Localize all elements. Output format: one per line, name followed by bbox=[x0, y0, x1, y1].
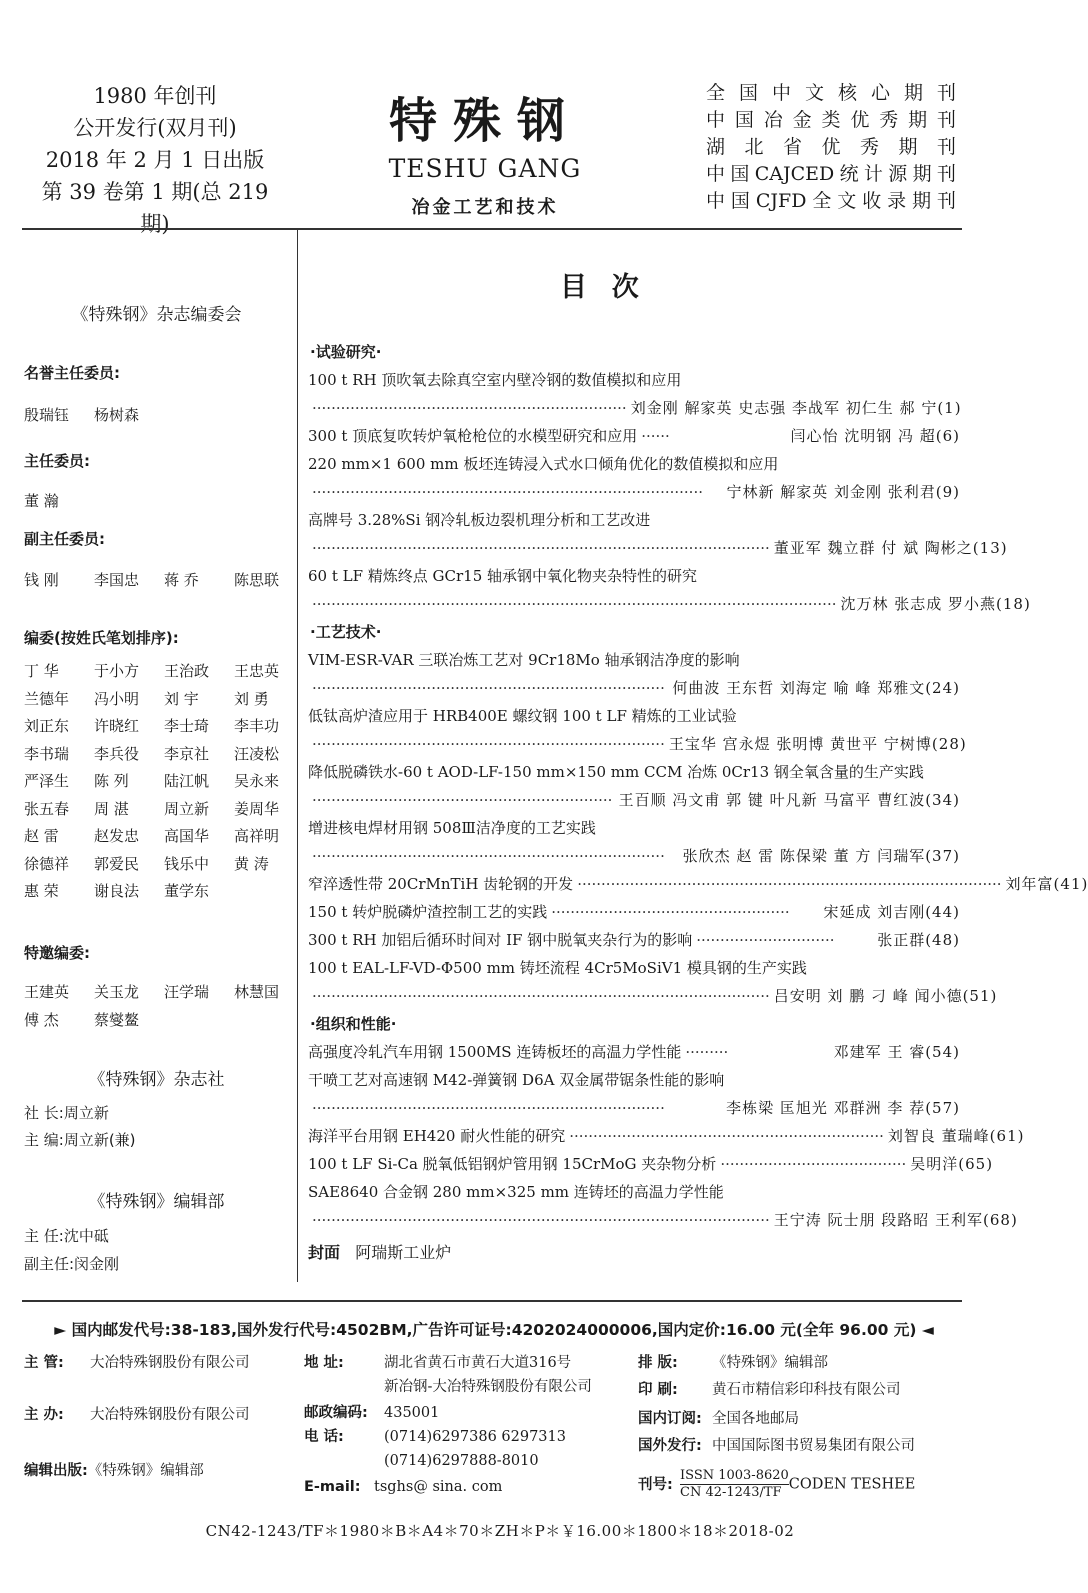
toc-entry bbox=[308, 898, 960, 926]
domestic-label: 国内订阅: bbox=[638, 1411, 702, 1427]
toc-entry-title bbox=[308, 366, 960, 394]
article-title: 窄淬透性带 20CrMnTiH 齿轮钢的开发 bbox=[308, 875, 574, 893]
person-name: 蔡燮鳌 bbox=[94, 1010, 140, 1029]
foreign-value: 中国国际图书贸易集团有限公司 bbox=[712, 1438, 915, 1454]
article-title: 150 t 转炉脱磷炉渣控制工艺的实践 bbox=[308, 903, 548, 921]
toc-entry bbox=[308, 1038, 960, 1066]
arrow-left-icon: ◄ bbox=[921, 1321, 934, 1339]
person-name: 周 湛 bbox=[94, 799, 129, 818]
toc-title: 目 次 bbox=[560, 272, 641, 303]
dot-leader: ························································································· bbox=[577, 875, 1002, 893]
toc-entry-title bbox=[308, 702, 960, 730]
dot-leader: ·················································· bbox=[551, 903, 790, 921]
society-title: 《特殊钢》杂志社 bbox=[88, 1070, 225, 1090]
person-name: 蒋 乔 bbox=[164, 571, 199, 589]
toc-entry-authors bbox=[308, 674, 960, 702]
person-name: 李士琦 bbox=[164, 717, 210, 735]
masthead-subtitle: 冶金工艺和技术 bbox=[411, 197, 559, 218]
person-name: 李兵役 bbox=[94, 744, 140, 763]
person-name: 丁 华 bbox=[24, 662, 59, 680]
arrow-right-icon: ► bbox=[54, 1321, 67, 1339]
article-title: 高强度冷轧汽车用钢 1500MS 连铸板坯的高温力学性能 bbox=[308, 1043, 682, 1061]
dept-title: 《特殊钢》编辑部 bbox=[88, 1192, 225, 1212]
foreign-label: 国外发行: bbox=[638, 1438, 702, 1454]
person-name: 吴永来 bbox=[234, 772, 280, 790]
person-name: 董 瀚 bbox=[24, 492, 59, 510]
person-name: 徐德祥 bbox=[24, 854, 70, 873]
person-name: 高祥明 bbox=[234, 827, 280, 845]
article-authors: 沈万林 张志成 罗小燕(18) bbox=[840, 595, 1031, 613]
sponsor-label: 主 办: bbox=[24, 1407, 64, 1423]
dot-leader: ·················································································· bbox=[312, 483, 703, 501]
supervisor-value: 大冶特殊钢股份有限公司 bbox=[90, 1355, 250, 1371]
article-authors: 张正群(48) bbox=[877, 931, 960, 949]
banner-text: 国内邮发代号:38-183,国外发行代号:4502BM,广告许可证号:4202024000006,国内定价:16.00 元(全年 96.00 元) bbox=[71, 1321, 917, 1339]
section-label: ·工艺技术· bbox=[310, 623, 382, 641]
dept-vice: 副主任:闵金刚 bbox=[24, 1255, 120, 1273]
person-name: 惠 荣 bbox=[24, 882, 59, 900]
sponsor-value: 大冶特殊钢股份有限公司 bbox=[90, 1407, 250, 1423]
article-authors: 宁林新 解家英 刘金刚 张利君(9) bbox=[726, 483, 960, 501]
phone-label: 电 话: bbox=[304, 1429, 344, 1445]
vice-chair-heading: 副主任委员: bbox=[24, 530, 105, 548]
person-name: 傅 杰 bbox=[24, 1010, 59, 1029]
person-name: 汪学瑞 bbox=[164, 983, 210, 1001]
toc-entry bbox=[308, 870, 1088, 898]
honorary-names bbox=[24, 402, 289, 430]
dot-leader: ·············································································································· bbox=[312, 595, 837, 613]
person-name: 汪凌松 bbox=[234, 744, 280, 763]
person-name: 周立新 bbox=[164, 799, 210, 818]
publisher-value: 《特殊钢》编辑部 bbox=[87, 1463, 204, 1479]
person-name: 谢良法 bbox=[94, 882, 140, 900]
masthead-title: 特殊钢 bbox=[388, 93, 581, 149]
publisher-label: 编辑出版: bbox=[24, 1463, 88, 1479]
person-name: 董学东 bbox=[164, 882, 210, 900]
email-value: tsghs@ sina. com bbox=[374, 1479, 503, 1495]
person-name: 冯小明 bbox=[94, 689, 140, 708]
invited-heading: 特邀编委: bbox=[24, 944, 90, 962]
person-name: 兰德年 bbox=[24, 689, 70, 708]
person-name: 于小方 bbox=[94, 662, 140, 680]
issue-info bbox=[40, 80, 270, 240]
dot-leader: ······ bbox=[641, 427, 670, 445]
section-label: ·组织和性能· bbox=[310, 1015, 397, 1033]
footer-col-2 bbox=[304, 1351, 634, 1499]
article-authors: 邓建军 王 睿(54) bbox=[833, 1043, 960, 1061]
person-name: 李书瑞 bbox=[24, 744, 70, 763]
person-name: 陈 列 bbox=[94, 772, 129, 790]
phone-value-2: (0714)6297888-8010 bbox=[384, 1453, 539, 1469]
honor-item: 全国中文核心期刊 bbox=[706, 82, 956, 104]
article-title: 低钛高炉渣应用于 HRB400E 螺纹钢 100 t LF 精炼的工业试验 bbox=[308, 707, 737, 725]
publish-date-line: 2018 年 2 月 1 日出版 bbox=[45, 148, 265, 172]
toc-entry-title bbox=[308, 814, 960, 842]
footer-col-1 bbox=[24, 1351, 304, 1483]
article-authors: 闫心怡 沈明钢 冯 超(6) bbox=[790, 427, 960, 445]
article-title: 100 t RH 顶吹氧去除真空室内壁冷钢的数值模拟和应用 bbox=[308, 371, 682, 389]
toc-entry-title bbox=[308, 1066, 960, 1094]
article-authors: 刘金刚 解家英 史志强 李战军 初仁生 郝 宁(1) bbox=[630, 399, 962, 417]
person-name: 陆江帆 bbox=[164, 772, 210, 790]
founded-line: 1980 年创刊 bbox=[93, 84, 217, 108]
person-name: 姜周华 bbox=[234, 799, 280, 818]
email-label: E-mail: bbox=[304, 1479, 361, 1495]
board-title: 《特殊钢》杂志编委会 bbox=[71, 305, 242, 325]
person-name: 李国忠 bbox=[94, 571, 140, 589]
article-authors: 王宁涛 阮士朋 段路昭 王利军(68) bbox=[773, 1211, 1018, 1229]
person-name: 李京社 bbox=[164, 744, 210, 763]
masthead bbox=[340, 92, 630, 219]
toc-section-heading bbox=[308, 338, 960, 366]
domestic-value: 全国各地邮局 bbox=[712, 1411, 799, 1427]
catalog-code: CN42-1243/TF＊1980＊B＊A4＊70＊ZH＊P＊￥16.00＊1800＊18＊2018-02 bbox=[205, 1522, 795, 1540]
vice-chair-names bbox=[24, 567, 289, 595]
article-authors: 刘智良 董瑞峰(61) bbox=[887, 1127, 1025, 1145]
person-name: 高国华 bbox=[164, 827, 210, 845]
coden-value: CODEN TESHEE bbox=[788, 1476, 916, 1493]
article-authors: 吴明洋(65) bbox=[910, 1155, 994, 1173]
article-title: 300 t 顶底复吹转炉氧枪枪位的水模型研究和应用 bbox=[308, 427, 638, 445]
toc-entry-title bbox=[308, 1178, 960, 1206]
society-director: 社 长:周立新 bbox=[24, 1104, 109, 1122]
dot-leader: ································································································ bbox=[312, 987, 770, 1005]
footer-divider bbox=[22, 1300, 962, 1302]
person-name: 张五春 bbox=[24, 799, 70, 818]
postcode-value: 435001 bbox=[384, 1405, 440, 1421]
toc-entry-authors bbox=[308, 982, 998, 1010]
society-editor: 主 编:周立新(兼) bbox=[24, 1131, 136, 1149]
header-divider bbox=[22, 228, 962, 230]
person-name: 林慧国 bbox=[234, 983, 280, 1001]
honors-list bbox=[706, 80, 956, 215]
toc-entry-authors bbox=[308, 786, 960, 814]
article-authors: 吕安明 刘 鹏 刁 峰 闻小德(51) bbox=[773, 987, 998, 1005]
person-name: 陈思联 bbox=[234, 571, 280, 589]
person-name: 许晓红 bbox=[94, 717, 140, 735]
person-name: 钱 刚 bbox=[24, 571, 59, 589]
article-title: 降低脱磷铁水-60 t AOD-LF-150 mm×150 mm CCM 冶炼 0Cr13 钢全氧含量的生产实践 bbox=[308, 763, 924, 781]
cover-label: 封面 bbox=[308, 1243, 341, 1262]
print-label: 印 刷: bbox=[638, 1382, 678, 1398]
person-name: 严泽生 bbox=[24, 772, 70, 790]
cover-text: 阿瑞斯工业炉 bbox=[355, 1243, 452, 1262]
toc-entry-title bbox=[308, 450, 960, 478]
article-title: 海洋平台用钢 EH420 耐火性能的研究 bbox=[308, 1127, 566, 1145]
honorary-heading: 名誉主任委员: bbox=[24, 364, 120, 382]
dot-leader: ·········································································· bbox=[312, 847, 665, 865]
honor-item: 湖北省优秀期刊 bbox=[706, 136, 956, 158]
article-title: 100 t LF Si-Ca 脱氧低铝钢炉管用钢 15CrMoG 夹杂物分析 bbox=[308, 1155, 717, 1173]
toc-entry-title bbox=[308, 506, 960, 534]
person-name: 王忠英 bbox=[234, 662, 280, 680]
article-title: 60 t LF 精炼终点 GCr15 轴承钢中氧化物夹杂特性的研究 bbox=[308, 567, 698, 585]
person-name: 郭爱民 bbox=[94, 854, 140, 873]
article-authors: 王百顺 冯文甫 郭 键 叶凡新 马富平 曹红波(34) bbox=[618, 791, 960, 809]
toc-entry-authors bbox=[308, 730, 967, 758]
frequency-line: 公开发行(双月刊) bbox=[73, 116, 237, 140]
article-title: SAE8640 合金钢 280 mm×325 mm 连铸坯的高温力学性能 bbox=[308, 1183, 724, 1201]
article-authors: 何曲波 王东哲 刘海定 喻 峰 郑雅文(24) bbox=[672, 679, 960, 697]
members-grid bbox=[24, 658, 289, 906]
article-authors: 李栋梁 匡旭光 邓群洲 李 荐(57) bbox=[726, 1099, 960, 1117]
toc-entry bbox=[308, 422, 960, 450]
person-name: 刘 勇 bbox=[234, 689, 269, 708]
issn-block bbox=[680, 1468, 789, 1501]
person-name: 黄 涛 bbox=[234, 854, 269, 873]
toc-entry bbox=[308, 1150, 994, 1178]
toc-section-heading bbox=[308, 618, 960, 646]
dept-head: 主 任:沈中砥 bbox=[24, 1227, 109, 1245]
toc-entry-authors bbox=[308, 394, 960, 422]
chair-names bbox=[24, 488, 289, 516]
dot-leader: ·········································································· bbox=[312, 1099, 665, 1117]
person-name: 殷瑞钰 bbox=[24, 406, 70, 424]
address-label: 地 址: bbox=[304, 1355, 344, 1371]
invited-grid bbox=[24, 979, 289, 1034]
journal-number-label: 刊号: bbox=[638, 1476, 673, 1493]
article-authors: 宋延成 刘吉刚(44) bbox=[823, 903, 960, 921]
dot-leader: ·········································································· bbox=[312, 735, 665, 753]
dot-leader: ····························· bbox=[696, 931, 835, 949]
toc-entry-authors bbox=[308, 534, 1008, 562]
print-value: 黄石市精信彩印科技有限公司 bbox=[712, 1382, 901, 1398]
toc-entry-title bbox=[308, 758, 960, 786]
postcode-label: 邮政编码: bbox=[304, 1405, 368, 1421]
footer-col-3 bbox=[638, 1351, 963, 1501]
person-name: 钱乐中 bbox=[164, 854, 210, 873]
article-authors: 王宝华 宫永煜 张明博 黄世平 宁树博(28) bbox=[668, 735, 967, 753]
dot-leader: ······························································· bbox=[312, 791, 613, 809]
person-name: 关玉龙 bbox=[94, 983, 140, 1001]
article-title: 增进核电焊材用钢 508Ⅲ洁净度的工艺实践 bbox=[308, 819, 596, 837]
layout-value: 《特殊钢》编辑部 bbox=[712, 1355, 828, 1371]
toc-entry-authors bbox=[308, 590, 1031, 618]
dot-leader: ·········································································· bbox=[312, 679, 665, 697]
honor-item: 中国CJFD全文收录期刊 bbox=[706, 190, 956, 212]
dot-leader: ·································································· bbox=[312, 399, 627, 417]
cn-value: CN 42-1243/TF bbox=[680, 1485, 782, 1500]
toc-entry-authors bbox=[308, 478, 960, 506]
person-name: 刘 宇 bbox=[164, 689, 199, 708]
person-name: 王治政 bbox=[164, 662, 210, 680]
toc-entry-title bbox=[308, 562, 960, 590]
person-name: 杨树森 bbox=[94, 406, 140, 424]
members-heading: 编委(按姓氏笔划排序): bbox=[24, 629, 179, 647]
toc-entry-authors bbox=[308, 1094, 960, 1122]
masthead-title-en: TESHU GANG bbox=[388, 154, 582, 183]
dot-leader: ·································································· bbox=[569, 1127, 884, 1145]
table-of-contents bbox=[308, 338, 1088, 1263]
toc-entry-authors bbox=[308, 842, 960, 870]
article-title: 100 t EAL-LF-VD-Φ500 mm 铸坯流程 4Cr5MoSiV1 模具钢的生产实践 bbox=[308, 959, 807, 977]
article-authors: 张欣杰 赵 雷 陈保梁 董 方 闫瑞军(37) bbox=[682, 847, 960, 865]
article-authors: 董亚军 魏立群 付 斌 陶彬之(13) bbox=[773, 539, 1008, 557]
issn-value: ISSN 1003-8620 bbox=[680, 1468, 789, 1483]
phone-value-1: (0714)6297386 6297313 bbox=[384, 1429, 566, 1445]
section-label: ·试验研究· bbox=[310, 343, 382, 361]
toc-entry bbox=[308, 926, 960, 954]
layout-label: 排 版: bbox=[638, 1355, 678, 1371]
person-name: 刘正东 bbox=[24, 717, 70, 735]
honor-item: 中国冶金类优秀期刊 bbox=[706, 109, 956, 131]
article-title: 220 mm×1 600 mm 板坯连铸浸入式水口倾角优化的数值模拟和应用 bbox=[308, 455, 779, 473]
volume-line: 第 39 卷第 1 期(总 219 期) bbox=[41, 180, 269, 236]
address-line-1: 湖北省黄石市黄石大道316号 bbox=[384, 1355, 572, 1371]
article-title: 300 t RH 加铝后循环时间对 IF 钢中脱氧夹杂行为的影响 bbox=[308, 931, 693, 949]
supervisor-label: 主 管: bbox=[24, 1355, 64, 1371]
dot-leader: ······································· bbox=[720, 1155, 907, 1173]
toc-entry bbox=[308, 1122, 1025, 1150]
dot-leader: ································································································ bbox=[312, 539, 770, 557]
chair-heading: 主任委员: bbox=[24, 452, 90, 470]
article-title: 干喷工艺对高速钢 M42-弹簧钢 D6A 双金属带锯条性能的影响 bbox=[308, 1071, 725, 1089]
article-title: VIM-ESR-VAR 三联冶炼工艺对 9Cr18Mo 轴承钢洁净度的影响 bbox=[308, 651, 740, 669]
person-name: 李丰功 bbox=[234, 717, 280, 735]
article-title: 高牌号 3.28%Si 钢冷轧板边裂机理分析和工艺改进 bbox=[308, 511, 651, 529]
article-authors: 刘年富(41) bbox=[1005, 875, 1088, 893]
toc-entry-title bbox=[308, 954, 960, 982]
toc-entry-title bbox=[308, 646, 960, 674]
toc-section-heading bbox=[308, 1010, 960, 1038]
distribution-banner bbox=[24, 1318, 964, 1340]
person-name: 赵 雷 bbox=[24, 827, 59, 845]
honor-item: 中国CAJCED统计源期刊 bbox=[706, 163, 956, 185]
person-name: 王建英 bbox=[24, 983, 70, 1001]
person-name: 赵发忠 bbox=[94, 827, 140, 845]
toc-entry-authors bbox=[308, 1206, 1018, 1234]
cover-note bbox=[308, 1240, 960, 1263]
dot-leader: ········· bbox=[685, 1043, 729, 1061]
dot-leader: ································································································ bbox=[312, 1211, 770, 1229]
address-line-2: 新冶钢-大冶特殊钢股份有限公司 bbox=[384, 1379, 592, 1395]
